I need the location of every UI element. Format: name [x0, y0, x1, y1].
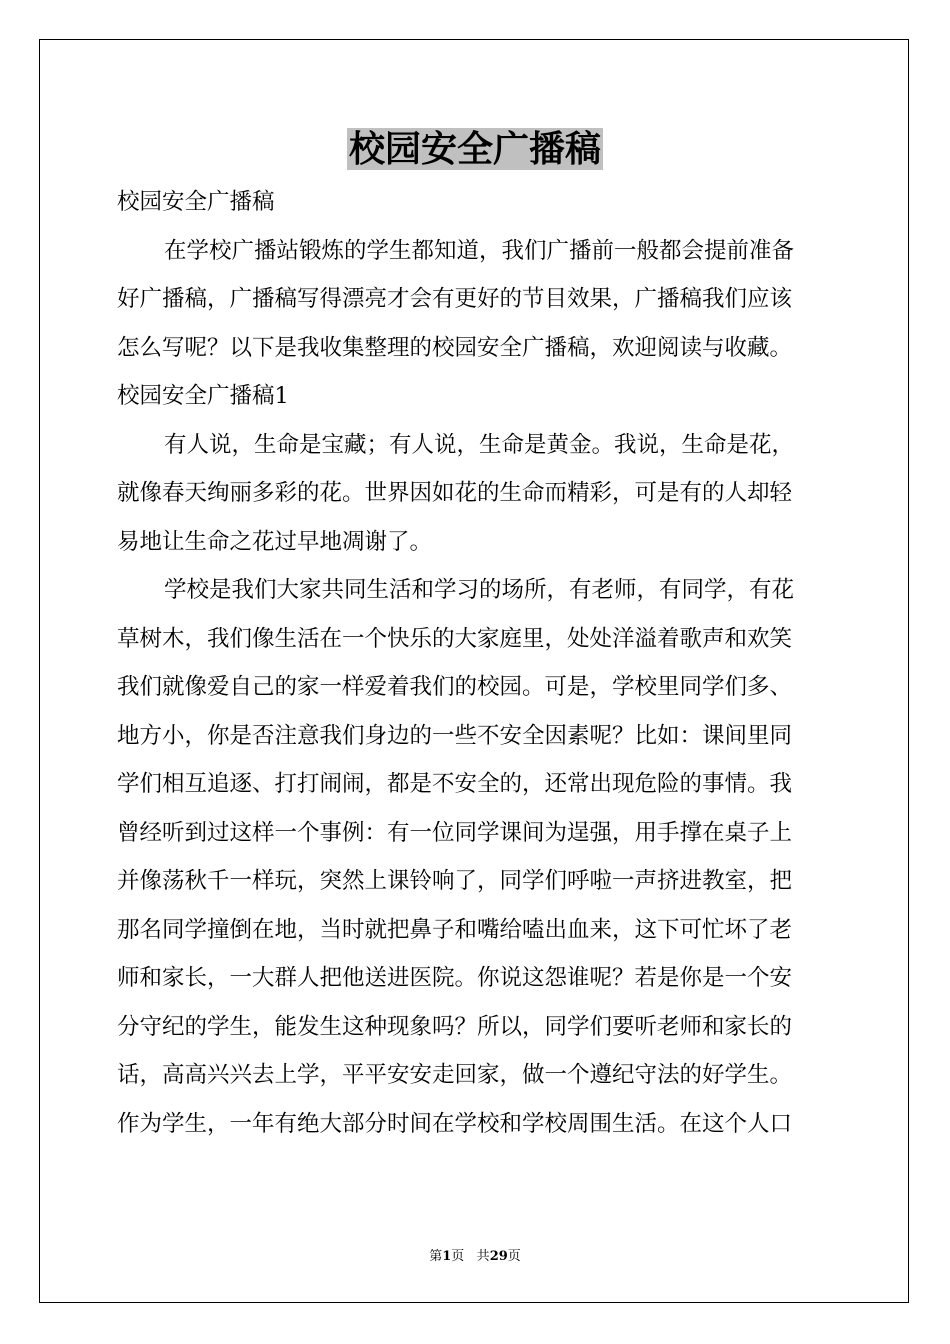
text-line: 师和家长，一大群人把他送进医院。你说这怨谁呢？若是你是一个安 [117, 965, 793, 991]
page-number: 1 [442, 1249, 452, 1264]
page-footer [0, 1248, 950, 1266]
text-line: 作为学生，一年有绝大部分时间在学校和学校周围生活。在这个人口 [117, 1110, 793, 1137]
page-suffix: 页 [451, 1249, 465, 1264]
document-title: 校园安全广播稿 [348, 128, 601, 170]
page-prefix: 第 [429, 1249, 443, 1264]
total-prefix: 共 [476, 1249, 490, 1264]
text-line: 话，高高兴兴去上学，平平安安走回家，做一个遵纪守法的好学生。 [117, 1062, 793, 1088]
text-line: 在学校广播站锻炼的学生都知道，我们广播前一般都会提前准备 [164, 237, 795, 264]
total-pages: 29 [489, 1249, 508, 1264]
text-line: 那名同学撞倒在地，当时就把鼻子和嘴给嗑出血来，这下可忙坏了老 [117, 916, 793, 943]
text-line: 地方小，你是否注意我们身边的一些不安全因素呢？比如：课间里同 [117, 722, 793, 749]
title-container [0, 128, 950, 170]
text-line: 草树木，我们像生活在一个快乐的大家庭里，处处洋溢着歌声和欢笑 [117, 625, 793, 652]
text-line: 校园安全广播稿 [117, 189, 275, 215]
text-line: 并像荡秋千一样玩，突然上课铃响了，同学们呼啦一声挤进教室，把 [117, 868, 793, 894]
text-line: 有人说，生命是宝藏；有人说，生命是黄金。我说，生命是花， [164, 431, 795, 458]
text-line: 学校是我们大家共同生活和学习的场所，有老师，有同学，有花 [164, 577, 795, 603]
text-line: 学们相互追逐、打打闹闹，都是不安全的，还常出现危险的事情。我 [117, 771, 793, 797]
text-line: 就像春天绚丽多彩的花。世界因如花的生命而精彩，可是有的人却轻 [117, 480, 793, 506]
document-body [117, 178, 833, 1148]
text-line: 我们就像爱自己的家一样爱着我们的校园。可是，学校里同学们多、 [117, 674, 793, 700]
text-line: 怎么写呢？以下是我收集整理的校园安全广播稿，欢迎阅读与收藏。 [117, 334, 793, 361]
text-line: 易地让生命之花过早地凋谢了。 [117, 528, 433, 555]
total-suffix: 页 [507, 1249, 521, 1264]
text-line: 曾经听到过这样一个事例：有一位同学课间为逞强，用手撑在桌子上 [117, 819, 793, 846]
text-line: 校园安全广播稿1 [117, 383, 289, 409]
text-line: 好广播稿，广播稿写得漂亮才会有更好的节目效果，广播稿我们应该 [117, 286, 793, 312]
text-line: 分守纪的学生，能发生这种现象吗？所以，同学们要听老师和家长的 [117, 1013, 793, 1040]
